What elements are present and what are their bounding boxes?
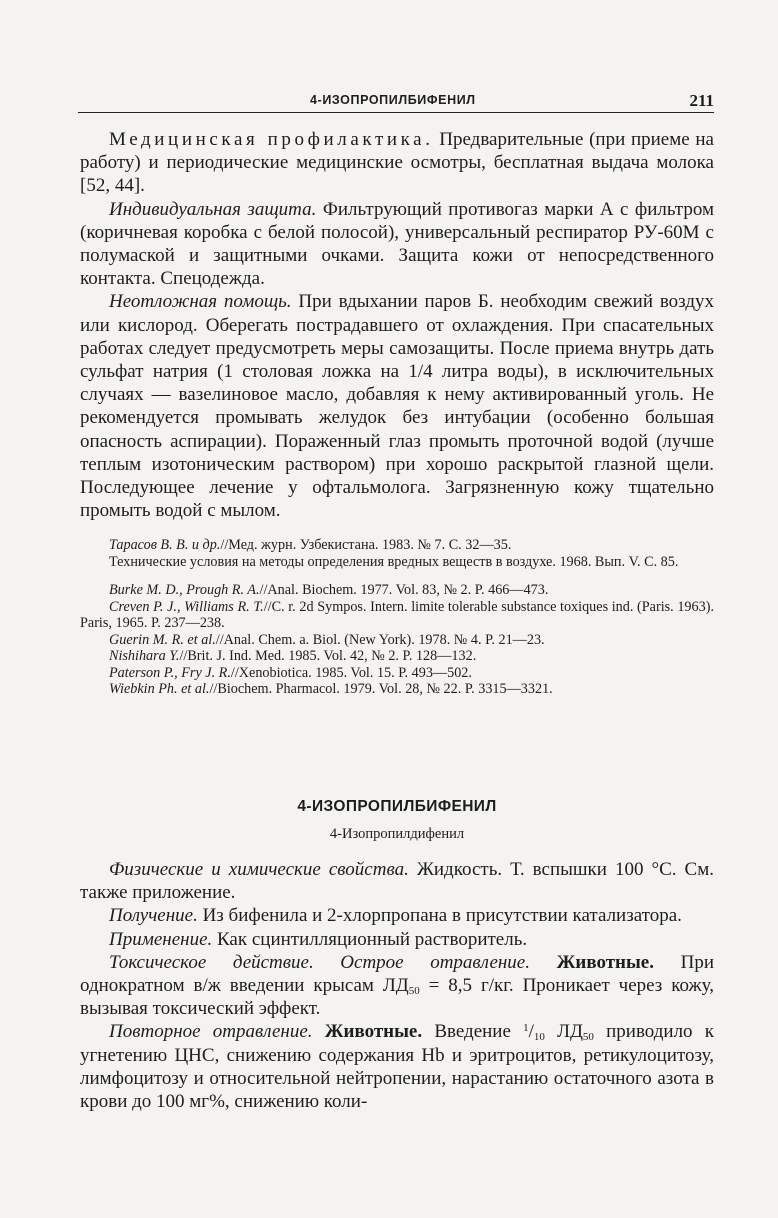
reference-source: Технические условия на методы определения вредных веществ в воздухе. 1968. Вып. V. С. 85. (109, 553, 679, 570)
section-body (80, 858, 714, 1113)
first-aid-paragraph (80, 290, 714, 522)
reference-item (80, 582, 714, 599)
reference-item (80, 648, 714, 665)
reference-authors: Nishihara Y. (109, 648, 180, 664)
preparation-text: Из бифенила и 2-хлорпропана в присутствии катализатора. (197, 905, 682, 927)
reference-item (80, 665, 714, 682)
fraction-denominator: 10 (533, 1031, 545, 1044)
animals-label: Животные. (312, 1021, 423, 1043)
repeated-text: Введение (422, 1021, 524, 1043)
reference-source: //Мед. журн. Узбекистана. 1983. № 7. С. 32—35. (220, 537, 512, 553)
section-subtitle: 4-Изопропилдифенил (329, 826, 465, 842)
running-title: 4-ИЗОПРОПИЛБИФЕНИЛ (310, 93, 476, 107)
section-title: 4-ИЗОПРОПИЛБИФЕНИЛ (297, 798, 497, 815)
repeated-label: Повторное отравление. (109, 1021, 313, 1043)
first-aid-label: Неотложная помощь. (109, 291, 292, 313)
properties-paragraph (80, 858, 714, 904)
reference-item (80, 599, 714, 632)
application-label: Применение. (109, 928, 213, 950)
header-rule (78, 112, 714, 113)
reference-authors: Тарасов В. В. и др. (109, 537, 221, 553)
protection-paragraph (80, 198, 714, 291)
reference-gap (80, 570, 714, 582)
ld-subscript: 50 (408, 985, 420, 998)
reference-authors: Guerin M. R. et al. (109, 631, 216, 648)
reference-item (80, 632, 714, 649)
properties-label: Физические и химические свойства. (109, 859, 409, 880)
running-head (78, 93, 714, 113)
reference-authors: Wiebkin Ph. et al. (109, 681, 210, 697)
reference-source: //Anal. Chem. a. Biol. (New York). 1978. № 4. P. 21—23. (215, 631, 545, 648)
toxicity-text: При однократном в/ж введении крысам ЛД (80, 951, 714, 997)
reference-item (80, 537, 714, 554)
reference-item (80, 554, 714, 571)
reference-authors: Creven P. J., Williams R. T. (109, 598, 264, 615)
application-text: Как сцинтилляционный растворитель. (212, 928, 528, 950)
reference-source: //Biochem. Pharmacol. 1979. Vol. 28, № 22. P. 3315—3321. (209, 681, 553, 697)
reference-source: //C. r. 2d Sympos. Intern. limite tolerable substance toxiques ind. (Paris. 1963). Paris, 1965. P. 237—238. (80, 598, 714, 631)
first-aid-text: При вдыхании паров Б. необходим свежий воздух или кислород. Оберегать пострадавшего от охлаждения. При спасательных работах следует предусмотреть меры самозащиты. После приема внутрь дать сульфат натрия (1 столовая ложка на 1/4 литра воды), в исключительных случаях — вазелиновое масло, добавляя к нему активированный уголь. Не рекомендуется промывать желудок без интубации (особенно большая опасность аспирации). Пораженный глаз промыть проточной водой (лучше теплым изотоническим раствором) при хорошо раскрытой глазной щели. Последующее лечение у офтальмолога. Загрязненную кожу тщательно промыть водой с мылом. (80, 291, 714, 522)
fraction: $^1/_{10}$ (523, 1021, 545, 1044)
reference-authors: Burke M. D., Prough R. A. (109, 582, 260, 598)
preparation-paragraph (80, 904, 714, 927)
application-paragraph (80, 928, 714, 951)
toxicity-label: Токсическое действие. Острое отравление. (109, 951, 530, 973)
reference-authors: Paterson P., Fry J. R. (109, 664, 231, 681)
reference-item (80, 681, 714, 698)
properties-text: Жидкость. Т. вспышки 100 °С. См. также приложение. (80, 859, 714, 904)
repeated-text-cont: приводило к угнетению ЦНС, снижению содержания Hb и эритроцитов, ретикулоцитозу, лимфоцитозу и относительной нейтропении, нарастанию остаточного азота в крови до 100 мг%, снижению коли- (80, 1021, 714, 1113)
protection-text: Фильтрующий противогаз марки А с фильтром (коричневая коробка с белой полосой), универсальный респиратор РУ-60М с полумаской и защитными очками. Защита кожи от непосредственного контакта. Спецодежда. (80, 198, 714, 290)
animals-label: Животные. (529, 951, 654, 973)
toxicity-paragraph (80, 951, 714, 1021)
reference-source: //Anal. Biochem. 1977. Vol. 83, № 2. P. 466—473. (259, 582, 549, 598)
page-number: 211 (689, 91, 714, 110)
prophylaxis-text: Предварительные (при приеме на работу) и периодические медицинские осмотры, бесплатная выдача молока [52, 44]. (80, 129, 714, 197)
reference-source: //Brit. J. Ind. Med. 1985. Vol. 42, № 2. P. 128—132. (179, 648, 477, 664)
reference-source: //Xenobiotica. 1985. Vol. 15. P. 493—502. (230, 664, 472, 681)
fraction-numerator: 1 (523, 1022, 529, 1035)
ld-subscript: 50 (582, 1031, 594, 1044)
prophylaxis-label: Медицинская профилактика. (109, 129, 434, 150)
repeated-poisoning-paragraph (80, 1020, 714, 1113)
protection-label: Индивидуальная защита. (109, 198, 317, 220)
prophylaxis-paragraph (80, 128, 714, 198)
preparation-label: Получение. (109, 905, 198, 927)
toxicity-text-cont: = 8,5 г/кг. Проникает через кожу, вызывая токсический эффект. (80, 975, 715, 1020)
repeated-text-ld: ЛД (544, 1021, 583, 1043)
previous-section-text (80, 128, 714, 522)
reference-list (80, 537, 714, 698)
